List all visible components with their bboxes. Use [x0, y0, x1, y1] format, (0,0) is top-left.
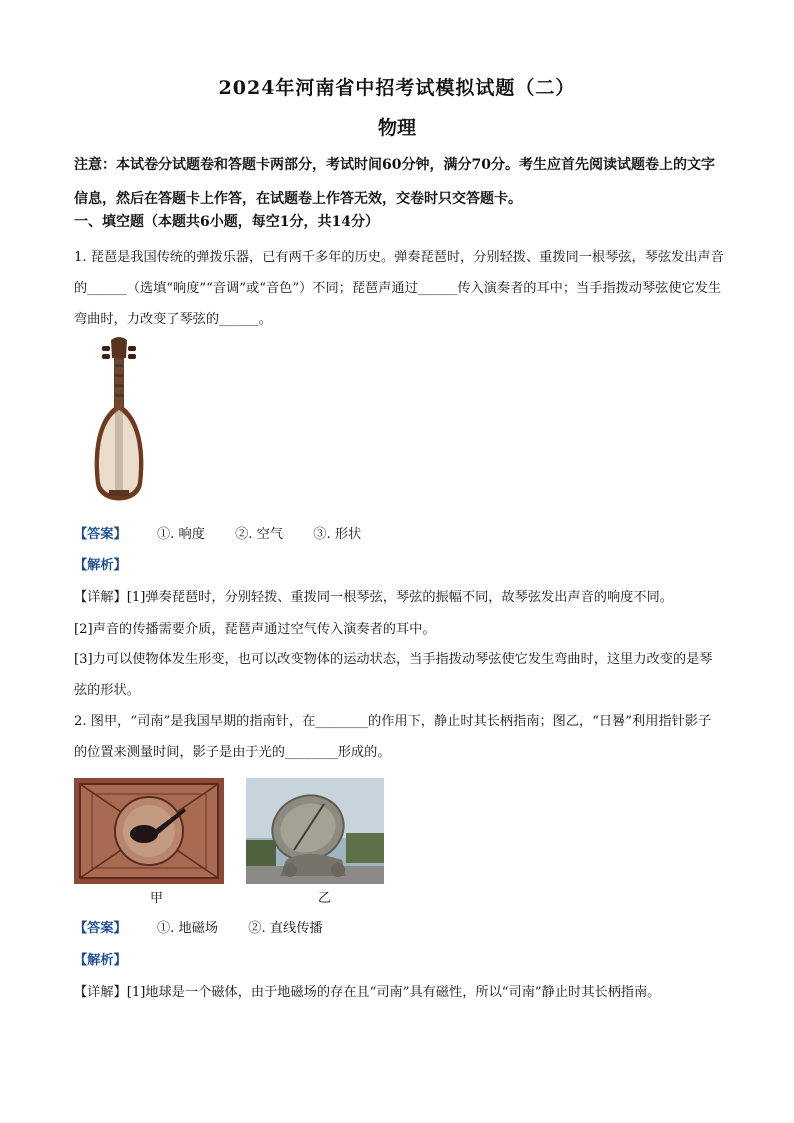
- exam-title: 2024年河南省中招考试模拟试题（二）: [218, 77, 576, 99]
- answer-tag: 【答案】: [74, 921, 127, 936]
- q1-detail-2: [2]声音的传播需要介质，琵琶声通过空气传入演奏者的耳中。: [74, 622, 436, 637]
- answer-item: ②. 空气: [235, 527, 284, 542]
- figure-caption-a: 甲: [150, 891, 164, 906]
- answer-tag: 【答案】: [74, 527, 127, 542]
- q1-detail-1: 【详解】[1]弹奏琵琶时，分别轻拨、重拨同一根琴弦，琴弦的振幅不同，故琴弦发出声音的响度不同。: [74, 590, 673, 605]
- q1-detail-3: [3]力可以使物体发生形变，也可以改变物体的运动状态，当手指拨动琴弦使它发生弯曲时，这里力改变的是琴弦的形状。: [74, 652, 713, 698]
- exam-note: 注意：本试卷分试题卷和答题卡两部分，考试时间60分钟，满分70分。考生应首先阅读试题卷上的文字信息，然后在答题卡上作答，在试题卷上作答无效，交卷时只交答题卡。: [74, 157, 715, 207]
- sinan-image: [74, 778, 224, 884]
- analysis-tag: 【解析】: [74, 558, 127, 573]
- answer-item: ③. 形状: [313, 527, 362, 542]
- sundial-image: [246, 778, 384, 884]
- q2-answer-row: [74, 919, 323, 939]
- pipa-image: [84, 334, 154, 514]
- question-1-text: 1. 琵琶是我国传统的弹拨乐器，已有两千多年的历史。弹奏琵琶时，分别轻拨、重拨同一根琴弦，琴弦发出声音的______（选填“响度”“音调”或“音色”）不同；琵琶声通过______传入演奏者的耳中；当手指拨动琴弦使它发生弯曲时，力改变了琴弦的______。: [74, 250, 724, 327]
- answer-item: ②. 直线传播: [248, 921, 323, 936]
- section-heading: 一、填空题（本题共6小题，每空1分，共14分）: [74, 214, 379, 230]
- q2-analysis-tag: [74, 951, 127, 971]
- q2-detail-1: 【详解】[1]地球是一个磁体，由于地磁场的存在且“司南”具有磁性，所以“司南”静止时其长柄指南。: [74, 985, 661, 1000]
- q1-analysis-tag: [74, 556, 127, 576]
- q1-answer-row: [74, 525, 361, 545]
- answer-item: ①. 响度: [156, 527, 205, 542]
- figure-caption-b: 乙: [318, 891, 332, 906]
- answer-item: ①. 地磁场: [156, 921, 219, 936]
- question-2-text: 2. 图甲，“司南”是我国早期的指南针，在________的作用下，静止时其长柄指南；图乙，“日晷”利用指针影子的位置来测量时间，影子是由于光的________形成的。: [74, 714, 712, 760]
- analysis-tag: 【解析】: [74, 953, 127, 968]
- subject-title: 物理: [377, 117, 416, 139]
